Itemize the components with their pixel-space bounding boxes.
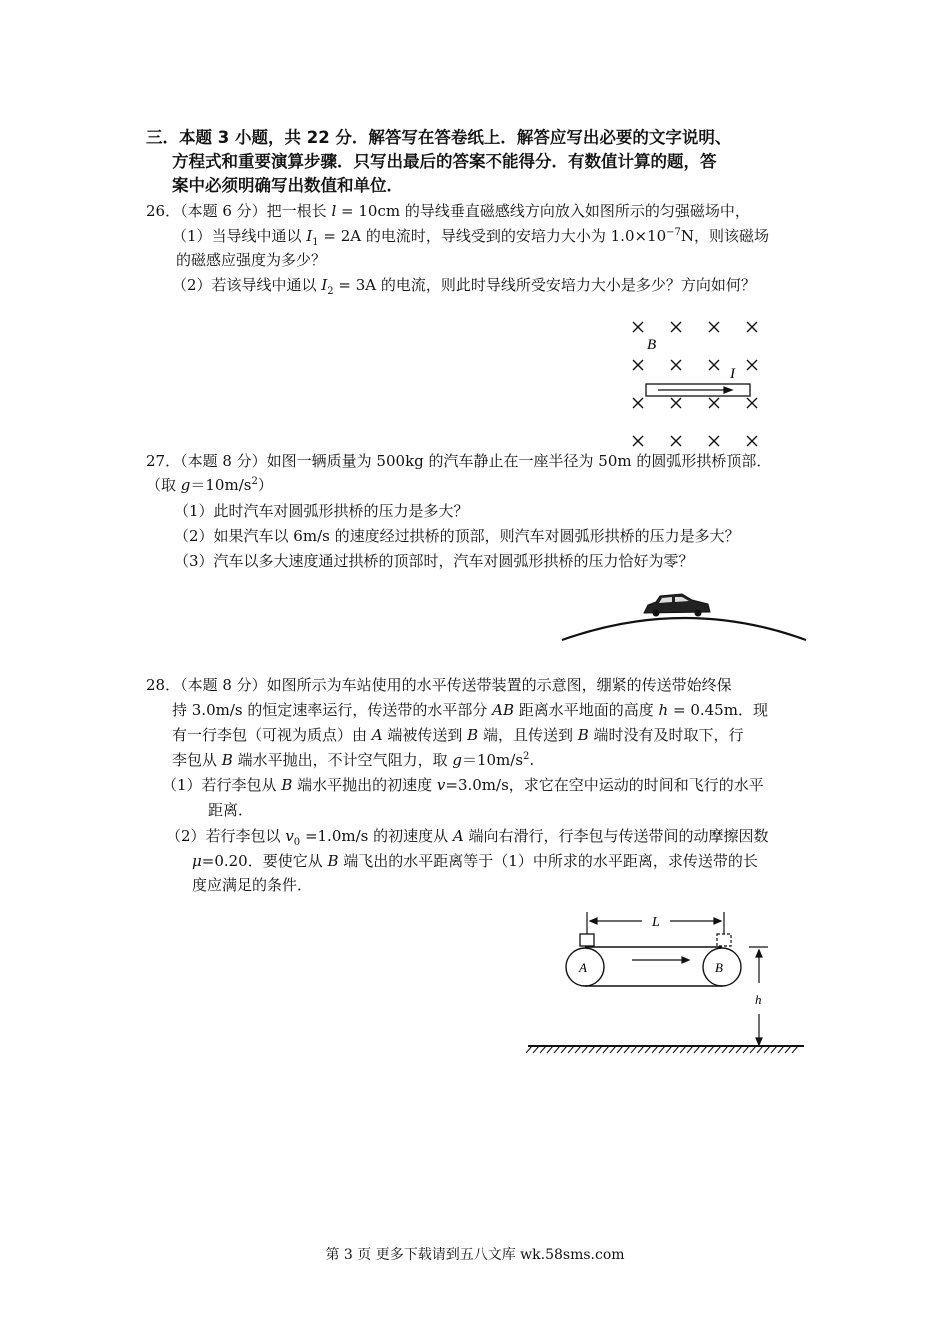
- q26-part2: （2）若该导线中通以 $I_2 = 3A$ 的电流，则此时导线所受安培力大小是多少？方向如何？: [172, 276, 756, 297]
- q28-stem-line2: 持 3.0m/s 的恒定速率运行，传送带的水平部分 AB 距离水平地面的高度 h = 0.45m．现: [172, 701, 768, 719]
- car-icon: [644, 594, 710, 617]
- current-label-i: I: [730, 366, 735, 382]
- q26-part1-line2: 的磁感应强度为多少？: [176, 251, 327, 269]
- q28-stem-line4: 李包从 B 端水平抛出，不计空气阻力，取 $g=10m/s^2$.: [172, 751, 535, 769]
- belt-direction-arrow: [632, 957, 689, 963]
- q28-stem-line1: 28．（本题 8 分）如图所示为车站使用的水平传送带装置的示意图，绷紧的传送带始终保: [146, 676, 732, 694]
- field-label-b: B: [647, 337, 657, 353]
- magnetic-field-figure: [620, 312, 780, 452]
- luggage-at-a: [580, 934, 594, 946]
- q26-stem: 26．（本题 6 分）把一根长 l = 10cm 的导线垂直磁感线方向放入如图所示的匀强磁场中，: [146, 202, 750, 220]
- q28-stem-line3: 有一行李包（可视为质点）由 A 端被传送到 B 端，且传送到 B 端时没有及时取下，行: [172, 726, 744, 744]
- ground-hatch: [526, 1046, 798, 1053]
- q27-part3: （3）汽车以多大速度通过拱桥的顶部时，汽车对圆弧形拱桥的压力恰好为零？: [174, 552, 694, 570]
- conveyor-belt-figure: [524, 908, 814, 1058]
- q28-part2-line2: μ=0.20．要使它从 B 端飞出的水平距离等于（1）中所求的水平距离，求传送带的长: [192, 852, 758, 870]
- page-footer: 第 3 页 更多下载请到五八文库 wk.58sms.com: [325, 1247, 625, 1263]
- pulley-label-b: B: [715, 960, 723, 975]
- q27-part1: （1）此时汽车对圆弧形拱桥的压力是多大？: [174, 502, 469, 520]
- q27-part2: （2）如果汽车以 6m/s 的速度经过拱桥的顶部，则汽车对圆弧形拱桥的压力是多大？: [174, 527, 740, 545]
- q28-part1-line2: 距离．: [208, 801, 254, 819]
- q28-part1: （1）若行李包从 B 端水平抛出的初速度 v=3.0m/s，求它在空中运动的时间和飞行的水平: [162, 776, 764, 794]
- q27-stem: 27．（本题 8 分）如图一辆质量为 500kg 的汽车静止在一座半径为 50m 的圆弧形拱桥顶部．: [146, 452, 772, 470]
- q28-part2-line3: 度应满足的条件．: [192, 876, 313, 894]
- section-header-line-1: 三．本题 3 小题，共 22 分．解答写在答卷纸上．解答应写出必要的文字说明、: [146, 128, 732, 147]
- arch-bridge-figure: [560, 588, 810, 644]
- section-header-line-2: 方程式和重要演算步骤．只写出最后的答案不能得分．有数值计算的题，答: [172, 152, 717, 171]
- pulley-label-a: A: [579, 960, 587, 975]
- length-label: L: [652, 915, 660, 930]
- luggage-at-b: [717, 934, 731, 946]
- bridge-arc: [562, 618, 806, 640]
- height-label: h: [755, 992, 762, 1007]
- section-header-line-3: 案中必须明确写出数值和单位．: [172, 176, 403, 195]
- q26-part1: （1）当导线中通以 $I_1 = 2A$ 的电流时，导线受到的安培力大小为 $1.0\times 10^{-7}N$，则该磁场: [172, 227, 770, 248]
- q27-g-note: （取 $g=10m/s^2$）: [146, 476, 273, 494]
- q28-part2: （2）若行李包以 $v_0 =1.0m/s$ 的初速度从 A 端向右滑行，行李包与传送带间的动摩擦因数: [166, 827, 769, 848]
